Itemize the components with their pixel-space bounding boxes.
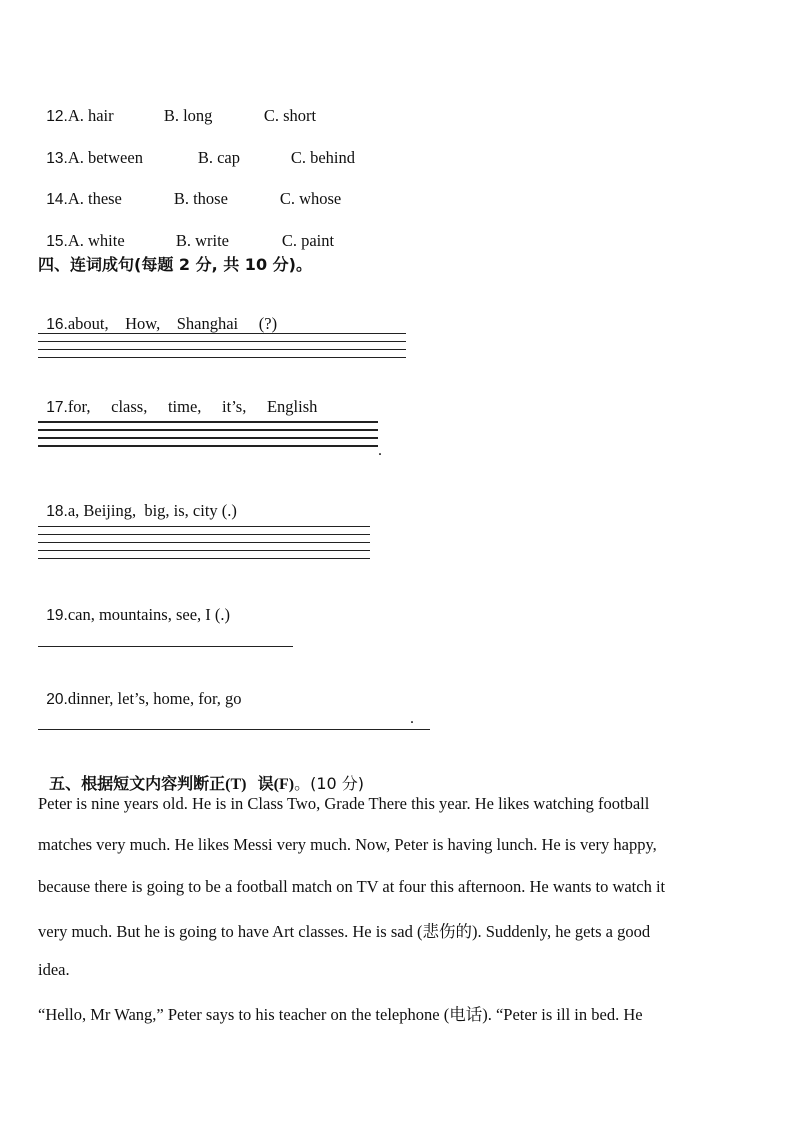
section-5-title: 五、根据短文内容判断正 (49, 774, 226, 793)
question-number: 14. (46, 191, 68, 208)
option-a: A. white (67, 231, 125, 250)
option-c: C. paint (281, 231, 335, 250)
question-16 (38, 294, 277, 334)
passage-line: very much. But he is going to have Art classes. He is sad (悲伤的). Suddenly, he gets a good (38, 922, 651, 941)
answer-line[interactable] (38, 429, 378, 431)
passage-line: Peter is nine years old. He is in Class Two, Grade There this year. He likes watching football (38, 794, 650, 813)
option-a: A. between (67, 148, 143, 167)
question-number: 17. (46, 399, 68, 416)
sentence-end-mark: . (410, 710, 414, 727)
scrambled-words: for, class, time, it’s, English (67, 397, 318, 416)
question-number: 13. (46, 150, 68, 167)
section-5-title-mid: 误 (246, 774, 274, 793)
section-5-heading (38, 752, 364, 794)
answer-line[interactable] (38, 534, 370, 535)
answer-line[interactable] (38, 445, 378, 447)
answer-line[interactable] (38, 558, 370, 559)
option-a: A. hair (67, 106, 114, 125)
option-b: B. those (173, 189, 228, 208)
answer-line[interactable] (38, 526, 370, 527)
option-b: B. cap (197, 148, 240, 167)
false-label: (F) (273, 776, 295, 793)
answer-line[interactable] (38, 437, 378, 439)
answer-line[interactable] (38, 550, 370, 551)
question-number: 15. (46, 233, 68, 250)
question-18 (38, 481, 237, 521)
question-13 (38, 128, 355, 168)
answer-line[interactable] (38, 421, 378, 423)
option-b: B. write (175, 231, 229, 250)
question-12 (38, 86, 316, 126)
question-17 (38, 377, 317, 417)
passage-line: idea. (38, 960, 70, 979)
answer-line[interactable] (38, 729, 430, 730)
passage-line: matches very much. He likes Messi very much. Now, Peter is having lunch. He is very happy, (38, 835, 657, 854)
sentence-end-mark: . (378, 442, 382, 459)
option-c: C. whose (279, 189, 342, 208)
question-number: 20. (46, 691, 68, 708)
section-4-heading: 四、连词成句(每题 2 分, 共 10 分)。 (38, 255, 312, 274)
true-label: (T) (225, 776, 247, 793)
option-c: C. behind (290, 148, 355, 167)
option-a: A. these (67, 189, 122, 208)
question-number: 12. (46, 108, 68, 125)
scrambled-words: about, How, Shanghai (?) (67, 314, 278, 333)
option-b: B. long (163, 106, 213, 125)
answer-line[interactable] (38, 341, 406, 342)
question-20 (38, 669, 242, 709)
answer-line[interactable] (38, 542, 370, 543)
passage-line: “Hello, Mr Wang,” Peter says to his teacher on the telephone (电话). “Peter is ill in bed. He (38, 1005, 643, 1024)
question-number: 19. (46, 607, 68, 624)
answer-line[interactable] (38, 357, 406, 358)
option-c: C. short (263, 106, 317, 125)
section-5-score: 。(10 分) (294, 774, 365, 793)
question-15 (38, 211, 334, 251)
scrambled-words: a, Beijing, big, is, city (.) (67, 501, 237, 520)
question-14 (38, 169, 341, 209)
answer-line[interactable] (38, 646, 293, 647)
answer-line[interactable] (38, 333, 406, 334)
scrambled-words: can, mountains, see, I (.) (67, 605, 231, 624)
passage-line: because there is going to be a football match on TV at four this afternoon. He wants to watch it (38, 877, 666, 896)
question-19 (38, 585, 230, 625)
question-number: 18. (46, 503, 68, 520)
question-number: 16. (46, 316, 68, 333)
scrambled-words: dinner, let’s, home, for, go (67, 689, 242, 708)
answer-line[interactable] (38, 349, 406, 350)
